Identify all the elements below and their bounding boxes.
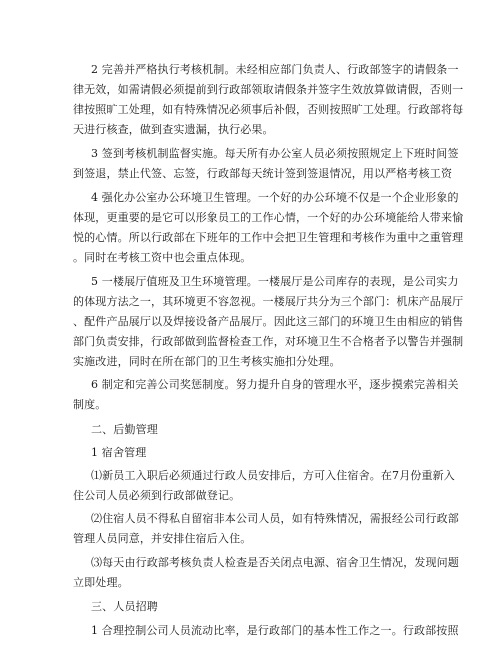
text-line: 2 完善并严格执行考核机制。未经相应部门负责人、行政部签字的请假条一 (91, 63, 459, 76)
text-line: 。同时在考核工资中也会重点体现。 (73, 251, 252, 264)
section-heading: 二、后勤管理 (91, 423, 158, 436)
text-line: 立即处理。 (73, 576, 129, 589)
text-line: ⑵住宿人员不得私自留宿非本公司人员，如有特殊情况，需报经公司行政部 (91, 512, 459, 525)
text-line: 到签退，禁止代签、忘签，行政部每天统计签到签退情况，用以严格考核工资 (73, 167, 453, 180)
text-line: 的体现方法之一，其环境更不容忽视。一楼展厅共分为三个部门：机床产品展厅 (73, 295, 464, 308)
text-line: 实施改进，同时在所在部门的卫生考核实施扣分处理。 (73, 355, 341, 368)
text-line: 天进行核查，做到查实遗漏，执行必果。 (73, 123, 274, 136)
text-line: ⑶每天由行政部考核负责人检查是否关闭点电源、宿舍卫生情况，发现问题 (91, 556, 459, 569)
subsection-heading: 1 宿舍管理 (91, 446, 147, 459)
text-line: 制度。 (73, 398, 107, 411)
text-line: 部门负责安排，行政部做到监督检查工作，对环境卫生不合格者予以警告并强制 (73, 335, 464, 348)
text-line: 律无效，如需请假必须提前到行政部领取请假条并签字生效放算做请假，否则一 (73, 83, 464, 96)
text-line: 3 签到考核机制监督实施。每天所有办公室人员必须按照规定上下班时间签 (91, 147, 459, 160)
section-heading: 三、人员招聘 (91, 600, 158, 613)
text-line: 住公司人员必须到行政部做登记。 (73, 489, 241, 502)
text-line: 4 强化办公室办公环境卫生管理。一个好的办公环境不仅是一个企业形象的 (91, 191, 459, 204)
text-line: 管理人员同意，并安排住宿后入住。 (73, 532, 252, 545)
text-line: 悦的心情。所以行政部在下班年的工作中会把卫生管理和考核作为重中之重管理 (73, 231, 464, 244)
text-line: 、配件产品展厅以及焊接设备产品展厅。因此这三部门的环境卫生由相应的销售 (73, 315, 464, 328)
text-line: 体现，更重要的是它可以形象员工的工作心情，一个好的办公环境能给人带来愉 (73, 211, 464, 224)
text-line: 律按照旷工处理，如有特殊情况必须事后补假，否则按照旷工处理。行政部将每 (73, 103, 464, 116)
text-line: ⑴新员工入职后必须通过行政人员安排后，方可入住宿舍。在7月份重新入 (91, 469, 455, 482)
text-line: 5 一楼展厅值班及卫生环境管理。一楼展厅是公司库存的表现，是公司实力 (91, 275, 459, 288)
text-line: 1 合理控制公司人员流动比率，是行政部门的基本性工作之一。行政部按照 (91, 624, 459, 637)
text-line: 6 制定和完善公司奖惩制度。努力提升自身的管理水平，逐步摸索完善相关 (91, 378, 459, 391)
